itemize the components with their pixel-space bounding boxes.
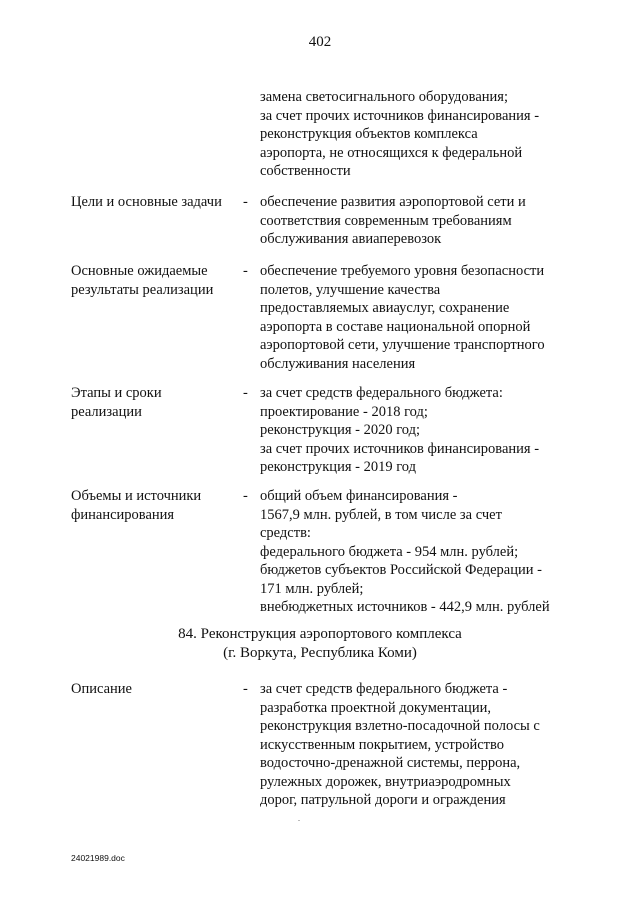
label-line: Объемы и источники: [71, 488, 202, 504]
text-line: 171 млн. рублей;: [260, 580, 364, 597]
text-line: аэропорта, не относящихся к федеральной: [260, 144, 523, 161]
section-heading: [0, 625, 640, 663]
heading-line: (г. Воркута, Республика Коми): [223, 645, 417, 661]
text-line: обеспечение развития аэропортовой сети и: [260, 194, 526, 210]
section-text-goals: [260, 193, 580, 249]
intro-text: [260, 88, 580, 181]
section-text-financing: [260, 487, 580, 617]
text-line: предоставляемых авиауслуг, сохранение: [260, 300, 510, 316]
text-line: бюджетов субъектов Российской Федерации -: [260, 562, 542, 578]
text-line: полетов, улучшение качества: [260, 281, 441, 298]
text-line: средств:: [260, 525, 311, 541]
text-line: внебюджетных источников - 442,9 млн. рублей: [260, 599, 550, 615]
text-line: обслуживания авиаперевозок: [260, 231, 442, 247]
section-label-stages: [71, 384, 241, 421]
label-line: результаты реализации: [71, 281, 214, 298]
label-line: реализации: [71, 403, 142, 420]
section-text-results: [260, 262, 580, 373]
section-label-description: [71, 680, 241, 699]
text-line: собственности: [260, 163, 351, 179]
heading-line: 84. Реконструкция аэропортового комплекса: [178, 626, 462, 642]
footer-filename: 24021989.doc: [71, 853, 125, 863]
text-line: соответствия современным требованиям: [260, 212, 512, 229]
scan-speck: [298, 820, 300, 821]
dash: -: [243, 488, 248, 504]
section-label-results: [71, 262, 241, 299]
text-line: проектирование - 2018 год;: [260, 403, 428, 420]
text-line: обслуживания населения: [260, 355, 416, 372]
text-line: реконструкция - 2020 год;: [260, 422, 421, 438]
text-line: аэропорта в составе национальной опорной: [260, 318, 531, 335]
label-line: Основные ожидаемые: [71, 263, 208, 279]
text-line: разработка проектной документации,: [260, 699, 491, 716]
text-line: аэропортовой сети, улучшение транспортного: [260, 337, 545, 353]
text-line: федерального бюджета - 954 млн. рублей;: [260, 543, 519, 560]
text-line: замена светосигнального оборудования;: [260, 89, 508, 105]
label-line: финансирования: [71, 506, 175, 523]
label-line: Описание: [71, 681, 132, 697]
text-line: общий объем финансирования -: [260, 488, 458, 504]
text-line: искусственным покрытием, устройство: [260, 736, 504, 753]
text-line: 1567,9 млн. рублей, в том числе за счет: [260, 506, 502, 523]
text-line: реконструкция взлетно-посадочной полосы с: [260, 718, 540, 734]
text-line: за счет средств федерального бюджета:: [260, 385, 503, 401]
section-label-goals: [71, 193, 241, 212]
section-label-financing: [71, 487, 241, 524]
label-line: Цели и основные задачи: [71, 194, 222, 210]
section-text-stages: [260, 384, 580, 477]
label-line: Этапы и сроки: [71, 385, 162, 401]
dash: -: [243, 194, 248, 210]
text-line: реконструкция - 2019 год: [260, 459, 416, 475]
dash: -: [243, 263, 248, 279]
text-line: рулежных дорожек, внутриаэродромных: [260, 773, 511, 790]
text-line: обеспечение требуемого уровня безопасности: [260, 263, 545, 279]
dash: -: [243, 385, 248, 401]
text-line: реконструкция объектов комплекса: [260, 126, 478, 142]
text-line: дорог, патрульной дороги и ограждения: [260, 792, 506, 808]
text-line: за счет прочих источников финансирования -: [260, 440, 540, 457]
text-line: водосточно-дренажной системы, перрона,: [260, 755, 521, 771]
text-line: за счет прочих источников финансирования -: [260, 107, 540, 124]
page-number: 402: [308, 34, 332, 50]
section-text-description: [260, 680, 580, 810]
text-line: за счет средств федерального бюджета -: [260, 681, 508, 697]
dash: -: [243, 681, 248, 697]
